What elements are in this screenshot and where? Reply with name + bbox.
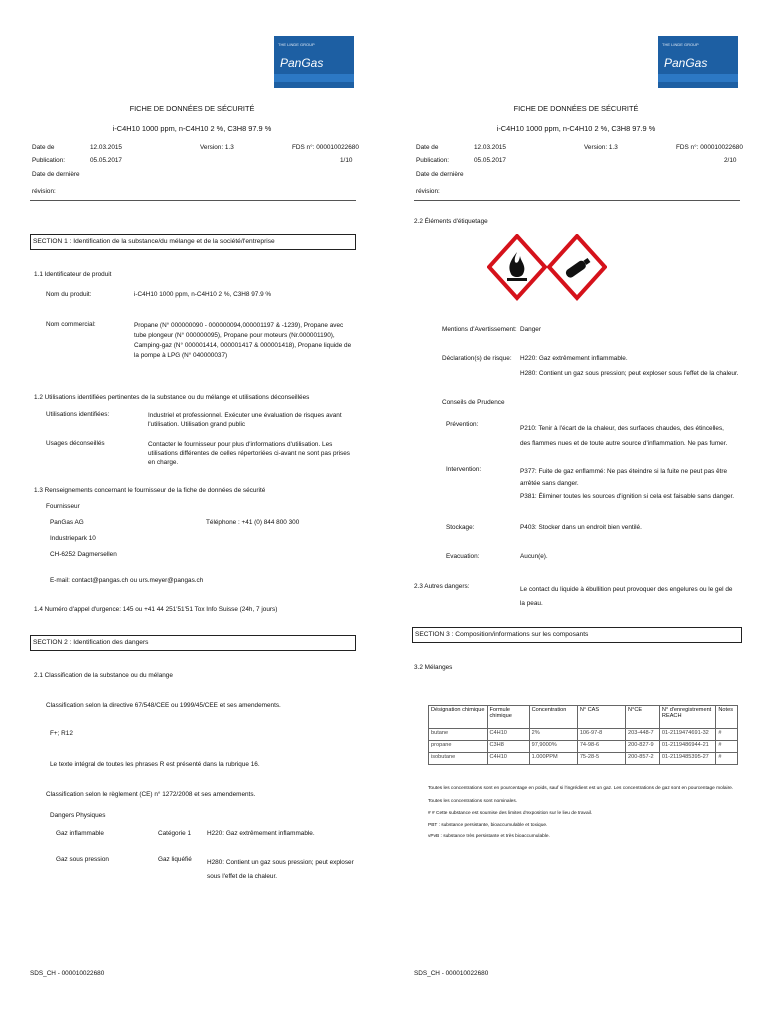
disposal-label: Evacuation: (446, 553, 480, 560)
footer-code: SDS_CH - 000010022680 (414, 970, 489, 977)
table-header-cell: Notes (716, 706, 738, 729)
date-value: 12.03.2015 (474, 144, 506, 151)
version: Version: 1.3 (200, 144, 234, 151)
hazard-statement-2: H280: Contient un gaz sous pression; peut exploser sous l'effet de la chaleur. (520, 370, 739, 377)
table-header-cell: Formule chimique (487, 706, 529, 729)
table-cell: propane (429, 741, 488, 753)
emergency-number: 1.4 Numéro d'appel d'urgence: 145 ou +41 44 251'51'51 Tox Info Suisse (24h, 7 jours) (34, 606, 278, 613)
precautionary-label: Conseils de Prudence (442, 399, 505, 406)
logo-stripe (658, 74, 738, 82)
logo-group-text: THE LINDE GROUP (278, 42, 315, 47)
date-value: 12.03.2015 (90, 144, 122, 151)
table-note-5: vPvB : substance très persistante et très bioaccumulable. (428, 834, 550, 839)
table-header-cell: N°CE (626, 706, 660, 729)
physical-dangers-label: Dangers Physiques (50, 812, 106, 819)
supplier-label: Fournisseur (46, 503, 80, 510)
signal-word-label: Mentions d'Avertissement: (442, 326, 517, 333)
other-hazards-value: Le contact du liquide à ébullition peut provoquer des engelures ou le gel de la peau. (520, 586, 733, 607)
response-value-2: P381: Éliminer toutes les sources d'ignition si cela est faisable sans danger. (520, 493, 735, 500)
s13-title: 1.3 Renseignements concernant le fournisseur de la fiche de données de sécurité (34, 487, 266, 494)
table-header-cell: Désignation chimique (429, 706, 488, 729)
table-cell: 01-2119474691-32 (659, 729, 715, 741)
header-divider (30, 200, 356, 201)
supplier-city: CH-6252 Dagmersellen (50, 551, 117, 558)
supplier-phone: Téléphone : +41 (0) 844 800 300 (206, 519, 300, 526)
section-2-title: SECTION 2 : Identification des dangers (33, 639, 149, 646)
page-number: 1/10 (340, 157, 353, 164)
pangas-logo (658, 36, 738, 88)
table-cell: 200-827-9 (626, 741, 660, 753)
table-header-row (429, 706, 738, 729)
table-note-4: PBT : substance persistante, bioaccumulable et toxique. (428, 823, 548, 828)
header-divider (414, 200, 740, 201)
supplier-email[interactable]: E-mail: contact@pangas.ch ou urs.meyer@pangas.ch (50, 577, 204, 584)
pressure-gas-category: Gaz liquéfié (158, 856, 192, 863)
table-cell: 74-98-6 (577, 741, 625, 753)
table-note-3: # # Cette substance est soumise des limites d'exposition sur le lieu de travail. (428, 811, 593, 816)
table-cell: butane (429, 729, 488, 741)
table-header-cell: N° d'enregistrement REACH (659, 706, 715, 729)
directive-text: Classification selon la directive 67/548/CEE ou 1999/45/CEE et ses amendements. (46, 702, 281, 709)
product-name-label: Nom du produit: (46, 291, 92, 298)
logo-group-text: THE LINDE GROUP (662, 42, 699, 47)
response-label: Intervention: (446, 466, 482, 473)
section-1-title: SECTION 1 : Identification de la substance/du mélange et de la société/l'entreprise (33, 238, 275, 245)
publication-value: 05.05.2017 (90, 157, 122, 164)
fds-number: FDS n°: 000010022680 (292, 144, 359, 151)
prevention-value: P210: Tenir à l'écart de la chaleur, des surfaces chaudes, des étincelles, des flammes nues et de toute autre source d'inflammation. Ne pas fumer. (520, 425, 728, 447)
ghs-pictograms (487, 234, 607, 304)
regulation-text: Classification selon le règlement (CE) n° 1272/2008 et ses amendements. (46, 791, 256, 798)
doc-title: FICHE DE DONNÉES DE SÉCURITÉ (129, 104, 255, 113)
date-label: Date de (32, 144, 55, 151)
table-cell: 106-97-8 (577, 729, 625, 741)
table-row (429, 729, 738, 741)
response-value-1: P377: Fuite de gaz enflammé: Ne pas éteindre si la fuite ne peut pas être arrêtée sans danger. (520, 468, 728, 487)
table-note-2: Toutes les concentrations sont nominales. (428, 799, 518, 804)
hazard-statement-1: H220: Gaz extrêmement inflammable. (520, 355, 628, 362)
logo-stripe (274, 74, 354, 82)
disposal-value: Aucun(e). (520, 553, 548, 560)
table-row (429, 741, 738, 753)
section-3-header (412, 627, 742, 643)
fds-number: FDS n°: 000010022680 (676, 144, 743, 151)
storage-value: P403: Stocker dans un endroit bien ventilé. (520, 524, 642, 531)
section-3-title: SECTION 3 : Composition/informations sur les composants (415, 631, 589, 638)
prevention-label: Prévention: (446, 421, 479, 428)
revision-label-2: révision: (416, 188, 440, 195)
identified-uses-value: Industriel et professionnel. Exécuter une évaluation de risques avant l'utilisation. Utilisation grand public (148, 412, 342, 428)
r-phrases-note: Le texte intégral de toutes les phrases R est présenté dans la rubrique 16. (50, 761, 260, 768)
sds-page-2 (384, 0, 768, 1024)
other-hazards-label: 2.3 Autres dangers: (414, 583, 470, 590)
table-note-1: Toutes les concentrations sont en pourcentage en poids, sauf si l'ingrédient est un gaz. Les concentrations de gaz sont en pourcentage molaire. (428, 786, 734, 791)
table-cell: # (716, 741, 738, 753)
table-header-cell: N° CAS (577, 706, 625, 729)
pangas-logo (274, 36, 354, 88)
table-cell: 75-28-5 (577, 753, 625, 765)
table-cell: 203-448-7 (626, 729, 660, 741)
table-header-cell: Concentration (529, 706, 577, 729)
table-cell: 1.000PPM (529, 753, 577, 765)
doc-title: FICHE DE DONNÉES DE SÉCURITÉ (513, 104, 639, 113)
s32-title: 3.2 Mélanges (414, 664, 453, 671)
pressure-gas-hazard: H280: Contient un gaz sous pression; peut exploser sous l'effet de la chaleur. (207, 859, 354, 880)
identified-uses-label: Utilisations identifiées: (46, 411, 110, 418)
table-cell: 2% (529, 729, 577, 741)
publication-value: 05.05.2017 (474, 157, 506, 164)
table-cell: 200-857-2 (626, 753, 660, 765)
supplier-street: Industriepark 10 (50, 535, 96, 542)
page-number: 2/10 (724, 157, 737, 164)
s21-title: 2.1 Classification de la substance ou du mélange (34, 672, 173, 679)
table-cell: 97,9000% (529, 741, 577, 753)
table-row (429, 753, 738, 765)
table-cell: # (716, 729, 738, 741)
table-cell: C3H8 (487, 741, 529, 753)
logo-brand-text: PanGas (280, 56, 324, 70)
advised-against-value: Contacter le fournisseur pour plus d'informations d'utilisation. Les utilisations différentes de celles répertoriées ci-avant ne sont pas prises en charge. (148, 441, 351, 466)
flammable-gas-category: Catégorie 1 (158, 830, 192, 837)
s12-title: 1.2 Utilisations identifiées pertinentes de la substance ou du mélange et utilisations déconseillées (34, 394, 310, 401)
table-cell: 01-2119486944-21 (659, 741, 715, 753)
section-2-header (30, 635, 356, 651)
table-cell: isobutane (429, 753, 488, 765)
revision-label-2: révision: (32, 188, 56, 195)
gas-cylinder-pictogram-icon (549, 236, 605, 298)
s11-title: 1.1 Identificateur de produit (34, 271, 112, 278)
advised-against-label: Usages déconseillés (46, 440, 105, 447)
commercial-name-value: Propane (N° 000000090 - 000000094,000001197 & -1239), Propane avec tube plongeur (N° 000000095), Propane pour moteurs (Nr.000001190), Camping-gaz (N° 000001414, 000001417 & 000001418), Propane liquide de la pompe à LPG (N° 040000037) (134, 322, 352, 359)
date-label: Date de (416, 144, 439, 151)
signal-word-value: Danger (520, 326, 541, 333)
table-cell: C4H10 (487, 753, 529, 765)
section-1-header (30, 234, 356, 250)
pressure-gas-label: Gaz sous pression (56, 856, 109, 863)
composition-table (428, 705, 738, 765)
flammable-gas-hazard: H220: Gaz extrêmement inflammable. (207, 830, 315, 837)
doc-subtitle: i-C4H10 1000 ppm, n-C4H10 2 %, C3H8 97.9 % (112, 124, 272, 133)
flammable-gas-label: Gaz inflammable (56, 830, 104, 837)
storage-label: Stockage: (446, 524, 475, 531)
supplier-name: PanGas AG (50, 519, 84, 526)
footer-code: SDS_CH - 000010022680 (30, 970, 105, 977)
table-cell: # (716, 753, 738, 765)
flame-pictogram-icon (489, 236, 545, 298)
version: Version: 1.3 (584, 144, 618, 151)
r12-classification: F+; R12 (50, 730, 73, 737)
product-name-value: i-C4H10 1000 ppm, n-C4H10 2 %, C3H8 97.9 % (134, 291, 272, 298)
revision-label-1: Date de dernière (416, 171, 464, 178)
commercial-name-label: Nom commercial: (46, 321, 96, 328)
revision-label-1: Date de dernière (32, 171, 80, 178)
hazard-statements-label: Déclaration(s) de risque: (442, 355, 512, 362)
table-cell: C4H10 (487, 729, 529, 741)
logo-brand-text: PanGas (664, 56, 708, 70)
table-cell: 01-2119485395-27 (659, 753, 715, 765)
doc-subtitle: i-C4H10 1000 ppm, n-C4H10 2 %, C3H8 97.9 % (496, 124, 656, 133)
publication-label: Publication: (416, 157, 450, 164)
publication-label: Publication: (32, 157, 66, 164)
s22-title: 2.2 Éléments d'étiquetage (414, 218, 488, 225)
